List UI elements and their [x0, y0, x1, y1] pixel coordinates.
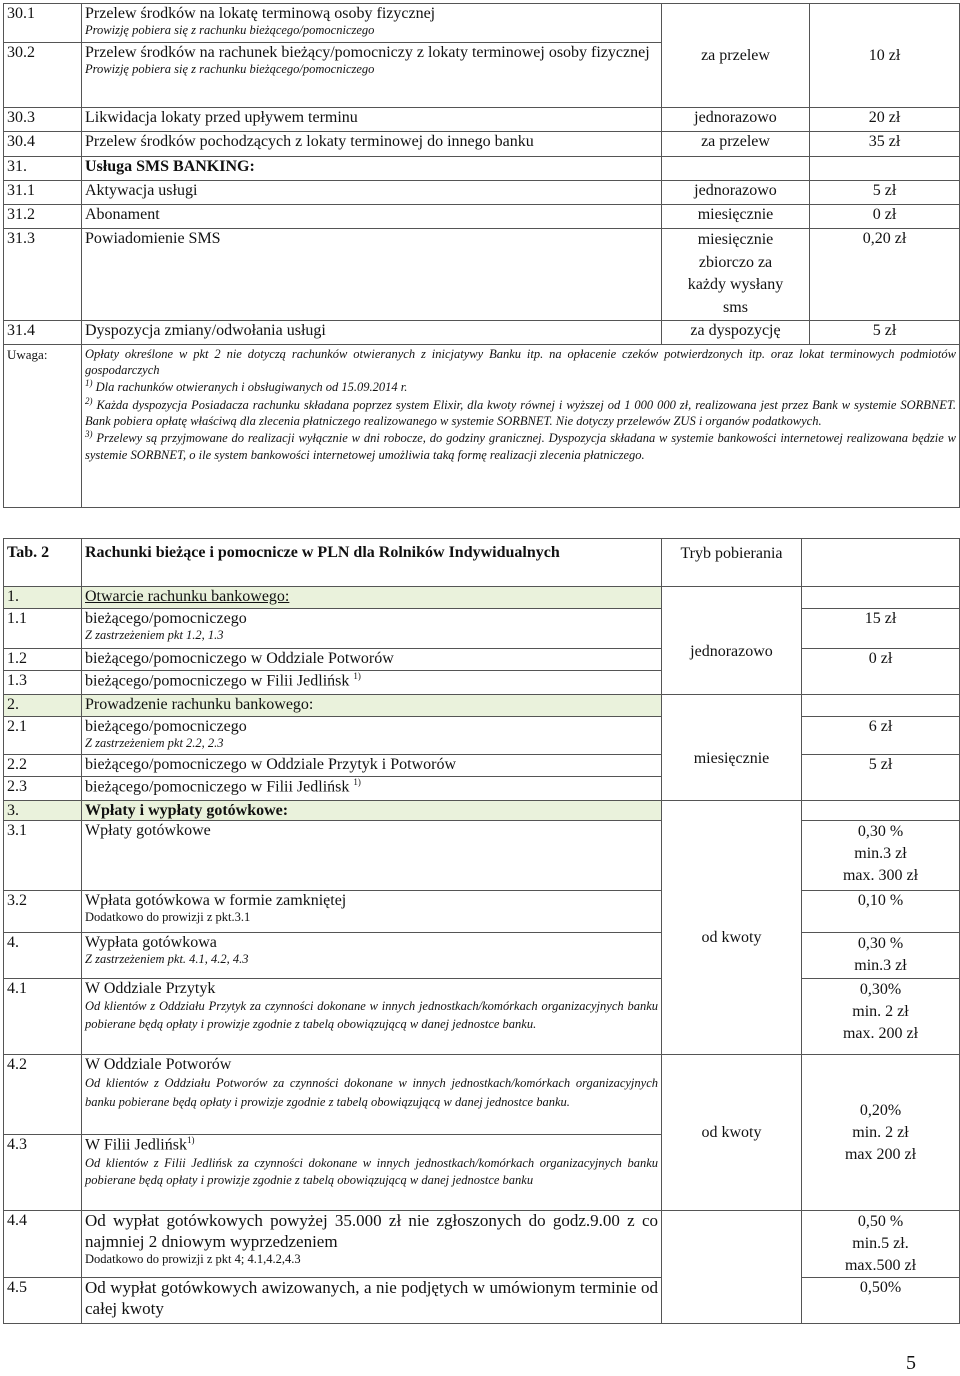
fee-table-farmer-accounts [3, 538, 960, 1324]
row-num: 31.1 [4, 181, 82, 205]
row-mode: za przelew [662, 132, 810, 157]
row-fee: 20 zł [810, 108, 960, 132]
row-mode: od kwoty [662, 821, 802, 1055]
note-text: Dla rachunków otwieranych i obsługiwanych od 15.09.2014 r. [95, 380, 408, 395]
row-mode: jednorazowo [662, 609, 802, 695]
row-desc: bieżącego/pomocniczego w Filii Jedlińsk $^{1)}$ [82, 777, 662, 801]
row-mode: miesięcznie zbiorczo za każdy wysłany sms [662, 229, 810, 321]
section-title: Prowadzenie rachunku bankowego: [82, 695, 662, 717]
row-desc: Przelew środków pochodzących z lokaty terminowej do innego banku [82, 132, 662, 157]
row-num: 2.3 [4, 777, 82, 801]
row-fee: 0 zł [810, 205, 960, 229]
section-title: Usługa SMS BANKING: [82, 157, 662, 181]
row-mode: miesięcznie [662, 205, 810, 229]
fee-table-sms-deposits [3, 3, 960, 508]
row-fee: 0 zł [802, 649, 960, 695]
row-num: 30.1 [4, 4, 82, 43]
row-desc: Abonament [82, 205, 662, 229]
row-mode: od kwoty [662, 1055, 802, 1211]
row-num: 1.2 [4, 649, 82, 671]
row-subnote: Od klientów z Oddziału Potworów za czynności dokonane w innych jednostkach/komórkach organizacyjnych banku pobierane będą opłaty i prowizje zgodnie z tabelą obowiązującą w danej jednostce banku. [85, 1076, 658, 1109]
row-num: 4.4 [4, 1211, 82, 1278]
row-subnote: Z zastrzeżeniem pkt. 4.1, 4.2, 4.3 [85, 952, 249, 967]
row-subnote: Dodatkowo do prowizji z pkt 4; 4.1,4.2,4.3 [85, 1251, 301, 1266]
section-num: 3. [4, 801, 82, 821]
row-fee: 5 zł [802, 755, 960, 801]
row-mode: jednorazowo [662, 181, 810, 205]
notes-block: Opłaty określone w pkt 2 nie dotyczą rachunków otwieranych z inicjatywy Banku itp. na opłacenie czeków potwierdzonych itp. oraz lokat terminowych podmiotów gospodarczych $^{1)}$ Dla rachunków otwieranych i obsługiwanych od 15.09.2014 r. $^{2)}$ Każda dyspozycja Posiadacza rachunku składana poprzez system Elixir, dla kwoty równej i wyższej od 1 000 000 zł, realizowana jest przez Bank w systemie SORBNET. Bank pobiera opłatę właściwą dla zlecenia płatniczego realizowanego w systemie SORBNET. Nie dotyczy przelewów ZUS i organów podatkowych. $^{3)}$ Przelewy są przyjmowane do realizacji wyłącznie w dni robocze, do godziny granicznej. Dyspozycja składana w systemie bankowości internetowej realizowana będzie w systemie SORBNET, o ile system bankowości internetowej umożliwia taką formę realizacji zlecenia płatniczego. [82, 344, 960, 507]
row-num: 30.2 [4, 43, 82, 108]
row-num: 30.4 [4, 132, 82, 157]
row-subnote: Prowizję pobiera się z rachunku bieżącego/pomocniczego [85, 62, 375, 77]
row-mode: jednorazowo [662, 108, 810, 132]
note-label: Uwaga: [4, 344, 82, 507]
row-desc: bieżącego/pomocniczego w Oddziale Potworów [82, 649, 662, 671]
row-desc: Od wypłat gotówkowych awizowanych, a nie podjętych w umówionym terminie od całej kwoty [82, 1278, 662, 1324]
row-desc: Wpłaty gotówkowe [82, 821, 662, 891]
note-text: Opłaty określone w pkt 2 nie dotyczą rachunków otwieranych z inicjatywy Banku itp. na opłacenie czeków potwierdzonych itp. oraz lokat terminowych podmiotów gospodarczych [85, 346, 956, 378]
row-fee: 10 zł [810, 4, 960, 108]
row-num: 31.3 [4, 229, 82, 321]
row-num: 3.1 [4, 821, 82, 891]
row-num: 4. [4, 933, 82, 979]
section-num: 2. [4, 695, 82, 717]
row-fee: 0,30 % min.3 zł [802, 933, 960, 979]
row-num: 4.1 [4, 979, 82, 1055]
row-num: 1.3 [4, 671, 82, 695]
row-fee: 0,10 % [802, 891, 960, 933]
row-fee: 5 zł [810, 181, 960, 205]
row-subnote: Z zastrzeżeniem pkt 1.2, 1.3 [85, 628, 224, 643]
row-desc: Przelew środków na rachunek bieżący/pomocniczy z lokaty terminowej osoby fizycznej Prowizję pobiera się z rachunku bieżącego/pomocniczego [82, 43, 662, 108]
row-fee: 6 zł [802, 717, 960, 755]
row-fee: 0,30% min. 2 zł max. 200 zł [802, 979, 960, 1055]
row-num: 4.5 [4, 1278, 82, 1324]
row-num: 3.2 [4, 891, 82, 933]
row-desc: W Oddziale Przytyk Od klientów z Oddziału Przytyk za czynności dokonane w innych jednostkach/komórkach organizacyjnych banku pobierane będą opłaty i prowizje zgodnie z tabelą obowiązującą w danej jednostce banku. [82, 979, 662, 1055]
row-num: 4.3 [4, 1135, 82, 1211]
note-text: Każda dyspozycja Posiadacza rachunku składana poprzez system Elixir, dla kwoty równej i wyższej od 1 000 000 zł, realizowana jest przez Bank w systemie SORBNET. Bank pobiera opłatę właściwą dla zlecenia płatniczego realizowanego w systemie SORBNET. Nie dotyczy przelewów ZUS i organów podatkowych. [85, 397, 957, 429]
page-number: 5 [906, 1352, 916, 1374]
table-number: Tab. 2 [4, 539, 82, 587]
row-subnote: Prowizję pobiera się z rachunku bieżącego/pomocniczego [85, 23, 375, 38]
row-fee: 0,20 zł [810, 229, 960, 321]
row-num: 30.3 [4, 108, 82, 132]
row-fee: 0,50% [802, 1278, 960, 1324]
row-desc: Od wypłat gotówkowych powyżej 35.000 zł nie zgłoszonych do godz.9.00 z co najmniej 2 dniowym wyprzedzeniem Dodatkowo do prowizji z pkt 4; 4.1,4.2,4.3 [82, 1211, 662, 1278]
column-header-mode: Tryb pobierania [662, 539, 802, 587]
row-mode: za dyspozycję [662, 320, 810, 344]
row-num: 4.2 [4, 1055, 82, 1135]
row-desc: bieżącego/pomocniczego Z zastrzeżeniem pkt 2.2, 2.3 [82, 717, 662, 755]
row-fee: 35 zł [810, 132, 960, 157]
row-fee: 15 zł [802, 609, 960, 649]
row-num: 31.4 [4, 320, 82, 344]
row-num: 1.1 [4, 609, 82, 649]
row-subnote: Od klientów z Filii Jedlińsk za czynności dokonane w innych jednostkach/komórkach organizacyjnych banku pobierane będą opłaty i prowizje zgodnie z tabelą obowiązującą w danej jednostce banku [85, 1155, 658, 1187]
row-subnote: Od klientów z Oddziału Przytyk za czynności dokonane w innych jednostkach/komórkach organizacyjnych banku pobierane będą opłaty i prowizje zgodnie z tabelą obowiązującą w danej jednostce banku. [85, 999, 658, 1031]
row-fee: 0,20% min. 2 zł max 200 zł [802, 1055, 960, 1211]
section-num: 31. [4, 157, 82, 181]
section-title: Otwarcie rachunku bankowego: [82, 587, 662, 609]
row-num: 2.1 [4, 717, 82, 755]
row-fee: 0,50 % min.5 zł. max.500 zł [802, 1211, 960, 1278]
section-title: Wpłaty i wypłaty gotówkowe: [82, 801, 662, 821]
row-desc: Likwidacja lokaty przed upływem terminu [82, 108, 662, 132]
row-desc: W Oddziale Potworów Od klientów z Oddziału Potworów za czynności dokonane w innych jednostkach/komórkach organizacyjnych banku pobierane będą opłaty i prowizje zgodnie z tabelą obowiązującą w danej jednostce banku. [82, 1055, 662, 1135]
row-desc: bieżącego/pomocniczego w Filii Jedlińsk $^{1)}$ [82, 671, 662, 695]
row-desc: Wpłata gotówkowa w formie zamkniętej Dodatkowo do prowizji z pkt.3.1 [82, 891, 662, 933]
row-mode: za przelew [662, 4, 810, 108]
row-subnote: Dodatkowo do prowizji z pkt.3.1 [85, 910, 251, 925]
row-desc: W Filii Jedlińsk$^{1)}$ Od klientów z Filii Jedlińsk za czynności dokonane w innych jednostkach/komórkach organizacyjnych banku pobierane będą opłaty i prowizje zgodnie z tabelą obowiązującą w danej jednostce banku [82, 1135, 662, 1211]
row-desc: Dyspozycja zmiany/odwołania usługi [82, 320, 662, 344]
row-desc: Przelew środków na lokatę terminową osoby fizycznej Prowizję pobiera się z rachunku bieżącego/pomocniczego [82, 4, 662, 43]
row-desc: bieżącego/pomocniczego Z zastrzeżeniem pkt 1.2, 1.3 [82, 609, 662, 649]
row-num: 2.2 [4, 755, 82, 777]
row-desc: Wypłata gotówkowa Z zastrzeżeniem pkt. 4.1, 4.2, 4.3 [82, 933, 662, 979]
table-title: Rachunki bieżące i pomocnicze w PLN dla Rolników Indywidualnych [82, 539, 662, 587]
row-num: 31.2 [4, 205, 82, 229]
row-mode: miesięcznie [662, 717, 802, 801]
row-fee: 5 zł [810, 320, 960, 344]
row-fee: 0,30 % min.3 zł max. 300 zł [802, 821, 960, 891]
row-desc: Powiadomienie SMS [82, 229, 662, 321]
note-text: Przelewy są przyjmowane do realizacji wyłącznie w dni robocze, do godziny granicznej. Dyspozycja składana w systemie bankowości internetowej realizowana będzie w systemie SORBNET, o ile system bankowości internetowej umożliwia taką formę realizacji zlecenia płatniczego. [85, 431, 956, 462]
row-desc: Aktywacja usługi [82, 181, 662, 205]
row-desc: bieżącego/pomocniczego w Oddziale Przytyk i Potworów [82, 755, 662, 777]
row-subnote: Z zastrzeżeniem pkt 2.2, 2.3 [85, 736, 224, 751]
section-num: 1. [4, 587, 82, 609]
